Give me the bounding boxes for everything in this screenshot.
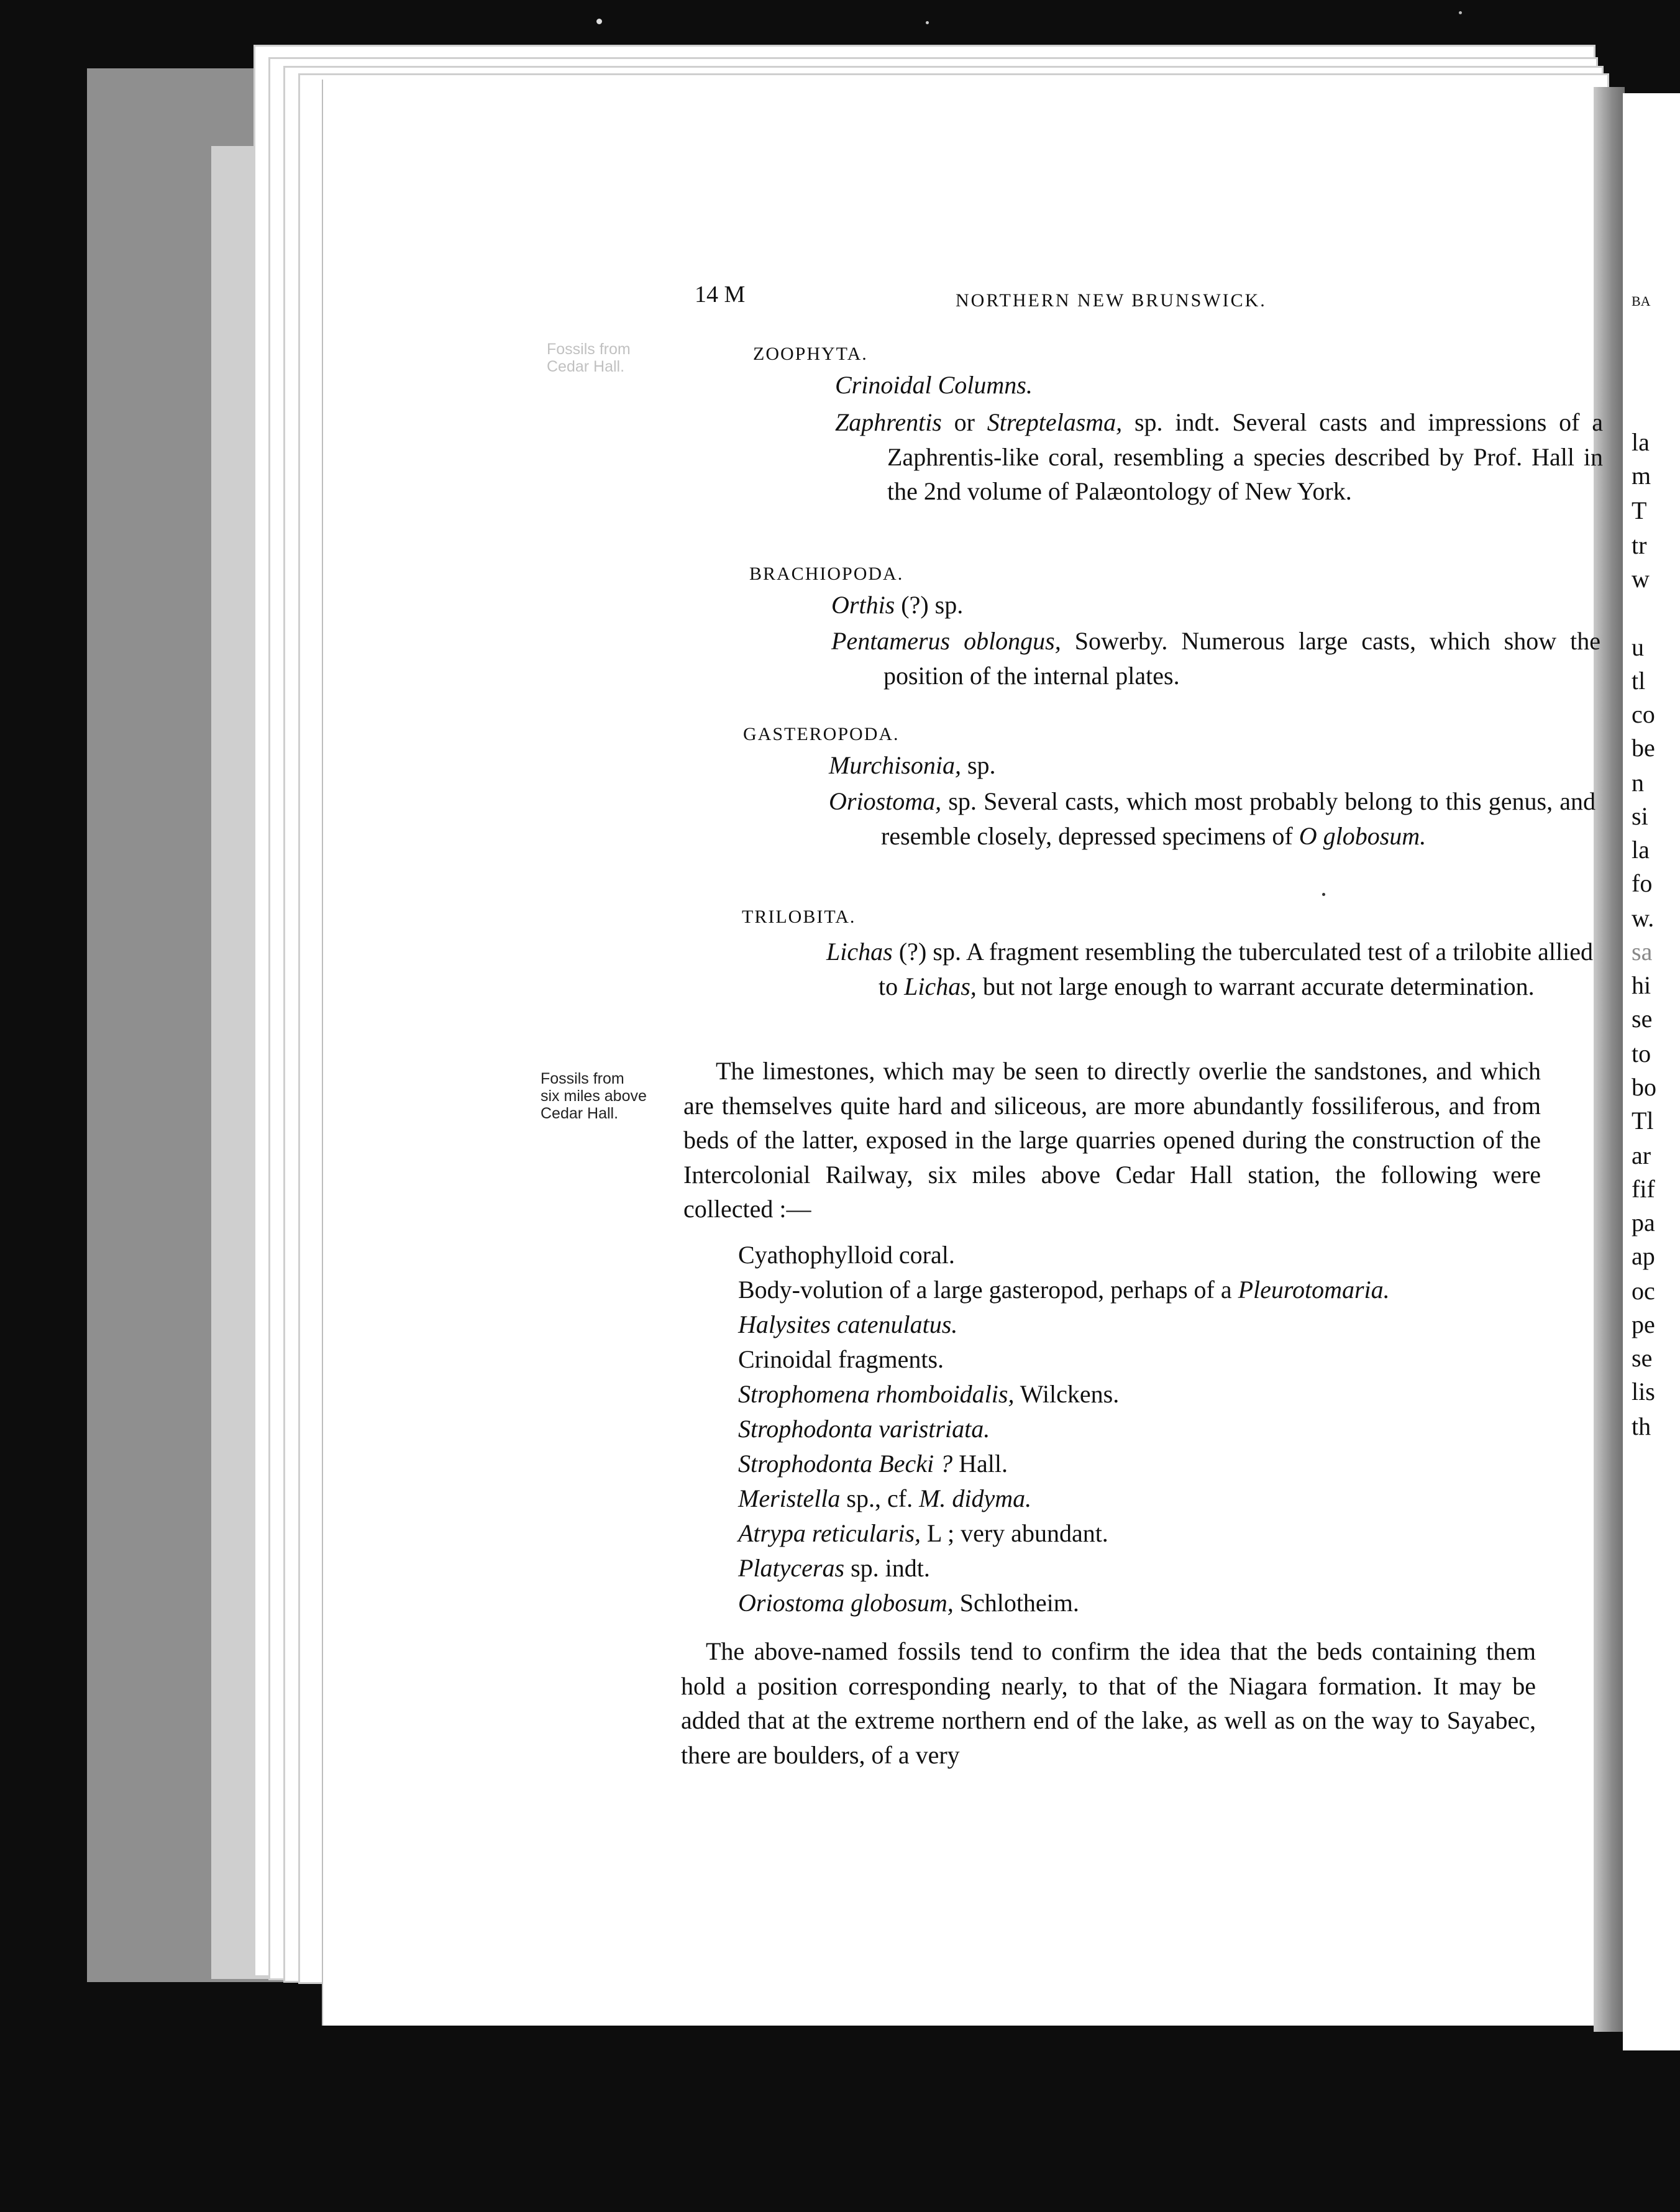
entry-text: sp. Several casts, which most probably belong to this genus, and resemble closely, depressed specimens of (881, 787, 1596, 850)
facing-page-fragment: w (1632, 565, 1650, 593)
running-title: NORTHERN NEW BRUNSWICK. (956, 290, 1267, 311)
taxon-name: Platyceras (738, 1554, 845, 1582)
facing-page-fragment: bo (1632, 1073, 1656, 1101)
facing-page-fragment: to (1632, 1040, 1651, 1067)
scan-speck (1459, 11, 1462, 14)
list-item (738, 1310, 957, 1340)
facing-page-fragment: T (1632, 496, 1647, 524)
section-heading: GASTEROPODA. (743, 724, 900, 744)
facing-page-fragment: se (1632, 1005, 1653, 1033)
facing-page-fragment: n (1632, 769, 1644, 797)
facing-page-fragment: tl (1632, 667, 1646, 695)
facing-page-fragment: m (1632, 462, 1651, 490)
fossil-entry (829, 751, 996, 780)
margin-note (547, 340, 631, 375)
taxon-name: Oriostoma globosum, (738, 1589, 954, 1617)
fossil-entry (831, 590, 963, 620)
facing-page-fragment: oc (1632, 1277, 1655, 1305)
facing-page-fragment: th (1632, 1412, 1651, 1440)
margin-note-line: Cedar Hall. (547, 358, 625, 375)
taxon-name: Strophodonta Becki ? (738, 1450, 953, 1478)
margin-note-line: six miles above (541, 1087, 647, 1105)
margin-note-line: Cedar Hall. (541, 1105, 619, 1122)
facing-page-fragment: be (1632, 734, 1655, 762)
taxon-name: O globosum. (1299, 821, 1427, 850)
facing-page-fragment: fif (1632, 1175, 1655, 1203)
facing-page (1623, 93, 1680, 2050)
taxon-name: M. didyma. (919, 1484, 1032, 1512)
taxon-name: Pentamerus oblongus, (831, 627, 1061, 655)
facing-page-fragment: si (1632, 802, 1648, 830)
facing-page-fragment: se (1632, 1344, 1653, 1372)
taxon-name: Orthis (831, 591, 895, 619)
entry-text: Sowerby. Numerous large casts, which show the position of the internal plates. (883, 627, 1600, 690)
taxon-name: Strophodonta varistriata. (738, 1415, 990, 1443)
facing-page-fragment: pa (1632, 1209, 1655, 1236)
taxon-name: Murchisonia, (829, 751, 961, 779)
taxon-name: Crinoidal Columns. (835, 371, 1033, 399)
margin-note (541, 1070, 647, 1122)
facing-page-fragment: u (1632, 633, 1644, 661)
section-heading: TRILOBITA. (742, 907, 856, 927)
entry-text: sp. (961, 751, 996, 779)
taxon-name: Zaphrentis (835, 408, 942, 436)
facing-page-fragment: la (1632, 836, 1650, 864)
list-item: Strophomena rhomboidalis, Wilckens. (738, 1380, 1120, 1408)
print-speck (1322, 893, 1325, 896)
entry-text: but not large enough to warrant accurate determination. (976, 972, 1535, 1000)
list-item: Cyathophylloid coral. (738, 1241, 955, 1269)
list-item: Body-volution of a large gasteropod, perhaps of a Pleurotomaria. (738, 1276, 1390, 1304)
list-item: Strophodonta Becki ? Hall. (738, 1450, 1008, 1478)
facing-page-fragment: lis (1632, 1378, 1655, 1405)
list-item: Crinoidal fragments. (738, 1345, 944, 1373)
facing-page-fragment: hi (1632, 971, 1651, 999)
page-number: 14 M (695, 281, 746, 308)
taxon-name: Meristella (738, 1484, 841, 1512)
facing-page-fragment: Tl (1632, 1107, 1654, 1135)
list-item: Meristella sp., cf. M. didyma. (738, 1484, 1032, 1512)
facing-page-fragment: la (1632, 428, 1650, 456)
facing-page-fragment: ar (1632, 1141, 1651, 1169)
entry-text: (?) sp. A fragment resembling the tuberculated test of a trilobite allied to (879, 938, 1593, 1000)
page-gutter (1594, 87, 1625, 2032)
entry-text: sp. indt. Several casts and impressions of a Zaphrentis-like coral, resembling a species described by Prof. Hall in the 2nd volume of Palæontology of New York. (887, 408, 1603, 505)
list-item: Atrypa reticularis, L ; very abundant. (738, 1519, 1108, 1547)
facing-page-fragment: fo (1632, 869, 1653, 897)
fossil-entry (829, 784, 1596, 853)
scan-speck (596, 19, 602, 24)
facing-page-fragment: sa (1632, 938, 1653, 966)
body-paragraph: The limestones, which may be seen to directly overlie the sandstones, and which are themselves quite hard and siliceous, are more abundantly fossiliferous, and from beds of the latter, exposed in the large quarries opened during the construction of the Intercolonial Railway, six miles above Cedar Hall station, the following were collected :— (683, 1057, 1541, 1223)
facing-page-fragment: pe (1632, 1310, 1655, 1338)
facing-page-fragment: BA (1632, 293, 1651, 309)
margin-note-line: Fossils from (541, 1070, 624, 1087)
entry-text: or (941, 408, 987, 436)
margin-note-line: Fossils from (547, 340, 631, 358)
entry-text: (?) sp. (895, 591, 964, 619)
taxon-name: Lichas, (904, 972, 977, 1000)
fossil-entry (835, 370, 1033, 400)
facing-page-fragment: tr (1632, 531, 1647, 559)
scan-speck (926, 21, 929, 24)
facing-page-fragment: w. (1632, 904, 1655, 932)
fossil-entry (831, 624, 1600, 693)
list-item: Platyceras sp. indt. (738, 1554, 930, 1582)
taxon-name: Strophomena rhomboidalis, (738, 1380, 1015, 1408)
list-item: Oriostoma globosum, Schlotheim. (738, 1589, 1079, 1617)
section-heading: BRACHIOPODA. (749, 564, 904, 584)
taxon-name: Oriostoma, (829, 787, 942, 815)
facing-page-fragment: ap (1632, 1242, 1655, 1270)
taxon-name: Lichas (826, 938, 893, 966)
taxon-name: Halysites catenulatus. (738, 1310, 958, 1338)
body-paragraph: The above-named fossils tend to confirm the idea that the beds containing them hold a position corresponding nearly, to that of the Niagara formation. It may be added that at the extreme northern end of the lake, as well as on the way to Sayabec, there are boulders, of a very (681, 1637, 1536, 1769)
taxon-name: Atrypa reticularis, (738, 1519, 921, 1547)
fossil-entry (835, 405, 1603, 509)
section-heading: ZOOPHYTA. (753, 344, 868, 364)
list-item (738, 1414, 990, 1444)
taxon-name: Streptelasma, (987, 408, 1123, 436)
taxon-name: Pleurotomaria. (1238, 1276, 1390, 1304)
fossil-entry (826, 935, 1593, 1003)
facing-page-fragment: co (1632, 700, 1655, 728)
